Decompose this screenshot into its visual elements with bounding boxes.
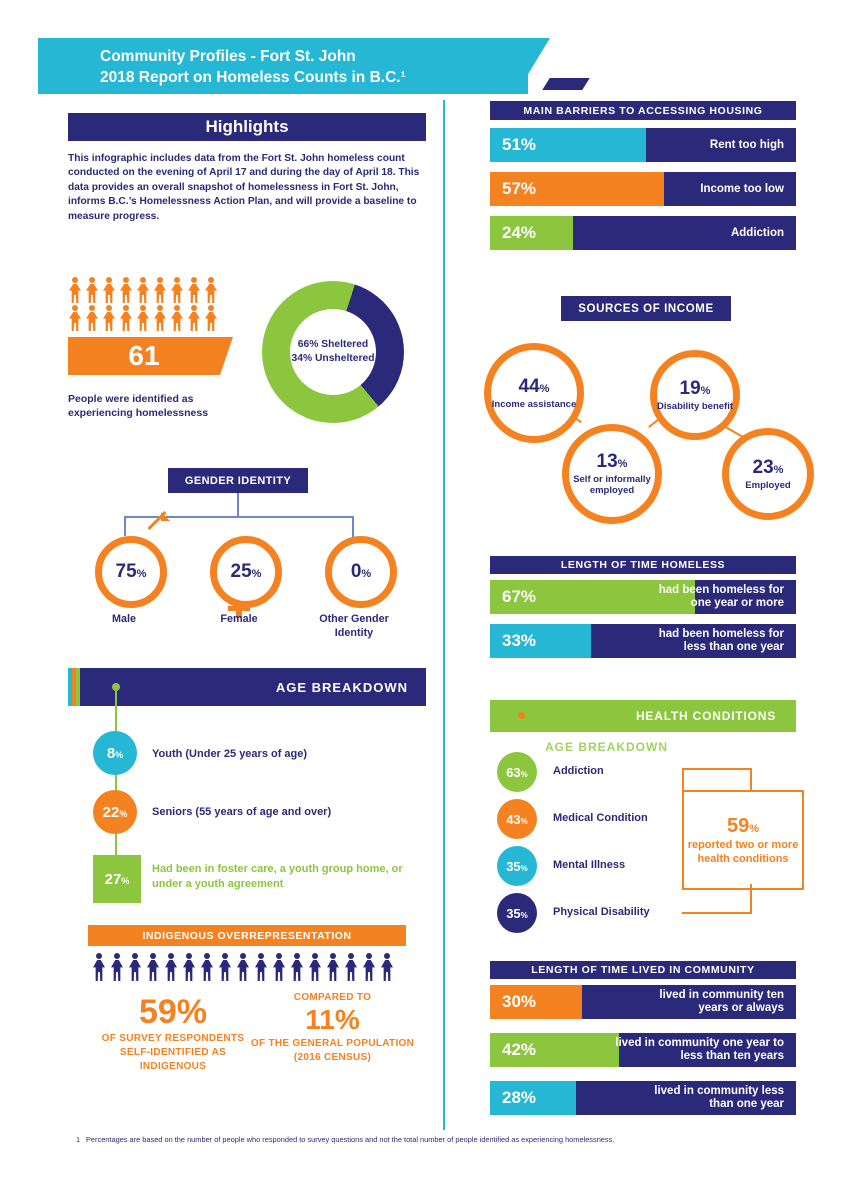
length-homeless-label-2: had been homeless for less than one year (658, 628, 784, 653)
employed-label: Employed (745, 479, 791, 491)
disability-benefit-value: 19% (679, 377, 711, 399)
health-addiction-circle (497, 752, 537, 792)
homeless-count-caption: People were identified as experiencing homelessness (68, 393, 209, 419)
barrier-row-rent (490, 128, 796, 162)
barrier-rent-label: Rent too high (709, 138, 784, 151)
homeless-count-value: 61 (68, 337, 220, 375)
length-community-row-2 (490, 1033, 796, 1067)
disability-benefit-label: Disability benefit (657, 400, 734, 412)
health-callout-lead-top-down (682, 768, 684, 792)
people-icon-row (68, 277, 220, 303)
person-icon (254, 953, 268, 981)
employed-ring (722, 428, 814, 520)
length-community-label-2: lived in community one year to less than ten years (615, 1037, 784, 1062)
age-youth-label: Youth (Under 25 years of age) (152, 748, 308, 760)
gender-female-value: 25% (230, 561, 262, 582)
income-assistance-ring (484, 343, 584, 443)
length-community-value-3: 28% (490, 1081, 576, 1115)
person-icon (344, 953, 358, 981)
footnote (76, 1135, 786, 1145)
health-callout-box (682, 790, 804, 890)
person-icon (110, 953, 124, 981)
income-sources-title: SOURCES OF INCOME (561, 296, 731, 321)
header-accent-slash (542, 78, 589, 90)
person-icon (187, 277, 201, 303)
person-icon (362, 953, 376, 981)
health-mental-value: 35% (506, 858, 528, 874)
age-foster-care-value: 27% (104, 870, 130, 888)
person-icon (170, 305, 184, 331)
health-callout-text: reported two or more health conditions (687, 838, 799, 865)
length-homeless-row-2 (490, 624, 796, 658)
person-icon (92, 953, 106, 981)
footnote-number: 1 (76, 1135, 81, 1144)
age-breakdown-marker-dot (112, 683, 120, 691)
person-icon (236, 953, 250, 981)
person-icon (200, 953, 214, 981)
health-mental-label: Mental Illness (553, 859, 626, 871)
header (38, 38, 558, 94)
length-homeless-title: LENGTH OF TIME HOMELESS (490, 556, 796, 574)
age-seniors-circle (93, 790, 137, 834)
person-icon (308, 953, 322, 981)
person-icon (85, 277, 99, 303)
self-employed-value: 13% (596, 451, 628, 472)
footnote-text: Percentages are based on the number of people who responded to survey questions and not the total number of people identified as experiencing homelessness. (86, 1135, 615, 1144)
length-homeless-label-1: had been homeless for one year or more (658, 584, 784, 609)
income-assistance-value: 44% (518, 375, 550, 397)
health-mental-circle (497, 846, 537, 886)
gender-female-ring (210, 536, 282, 608)
person-icon (272, 953, 286, 981)
length-homeless-value-2: 33% (490, 624, 591, 658)
indigenous-title: INDIGENOUS OVERREPRESENTATION (88, 925, 406, 946)
health-physical-label: Physical Disability (553, 906, 650, 918)
general-population-percent: 11% (305, 1004, 360, 1035)
length-community-label-3: lived in community less than one year (654, 1085, 784, 1110)
unsheltered-label: 34% Unsheltered (291, 353, 375, 364)
barrier-row-income (490, 172, 796, 206)
person-icon (380, 953, 394, 981)
age-breakdown-title: AGE BREAKDOWN (88, 668, 426, 706)
disability-benefit-ring (650, 350, 740, 440)
health-addiction-value: 63% (506, 764, 528, 780)
indigenous-percent-caption: OF SURVEY RESPONDENTS SELF-IDENTIFIED AS INDIGENOUS (101, 1033, 245, 1072)
barrier-addiction-value: 24% (490, 216, 573, 250)
indigenous-compare-label: COMPARED TO (293, 992, 372, 1003)
person-icon (164, 953, 178, 981)
shelter-status-donut-chart (262, 281, 404, 423)
person-icon (153, 305, 167, 331)
person-icon (102, 305, 116, 331)
male-symbol-arrow-head (161, 512, 170, 521)
health-callout-value: 59% (726, 814, 760, 837)
person-icon (153, 277, 167, 303)
barrier-addiction-label: Addiction (730, 226, 784, 239)
person-icon (204, 305, 218, 331)
person-icon (290, 953, 304, 981)
person-icon (146, 953, 160, 981)
age-breakdown-connector-line (115, 691, 117, 871)
highlights-intro: This infographic includes data from the Fort St. John homeless count conducted on the evening of April 17 and during the day of April 18. This data provides an overall snapshot of homelessness in Fort St. John, informs B.C.’s Homelessness Action Plan, and will provide a baseline to measure progress. (68, 153, 420, 222)
health-physical-value: 35% (506, 905, 528, 921)
barriers-title: MAIN BARRIERS TO ACCESSING HOUSING (490, 101, 796, 120)
indigenous-right-stat (250, 992, 415, 1065)
age-youth-value: 8% (106, 744, 124, 762)
donut-center-labels (290, 309, 376, 395)
income-assistance-label: Income assistance (491, 398, 577, 410)
person-icon (136, 277, 150, 303)
people-icon-grid (68, 277, 220, 333)
gender-connector-center (237, 493, 239, 516)
length-community-row-1 (490, 985, 796, 1019)
length-community-value-2: 42% (490, 1033, 619, 1067)
barrier-rent-value: 51% (490, 128, 646, 162)
sheltered-label: 66% Sheltered (297, 339, 369, 350)
header-line-2: 2018 Report on Homeless Counts in B.C.¹ (100, 69, 406, 86)
gender-male-value: 75% (115, 561, 147, 582)
person-icon (182, 953, 196, 981)
indigenous-percent: 59% (138, 993, 208, 1031)
health-medical-value: 43% (506, 811, 528, 827)
health-physical-circle (497, 893, 537, 933)
indigenous-icon-row (92, 953, 404, 981)
barrier-income-value: 57% (490, 172, 664, 206)
gender-male-label: Male (111, 613, 136, 625)
gender-connector-right (352, 516, 354, 538)
person-icon (102, 277, 116, 303)
employed-value: 23% (752, 456, 784, 478)
gender-male-ring (95, 536, 167, 608)
length-community-label-1: lived in community ten years or always (659, 989, 784, 1014)
health-callout-lead-top (682, 768, 752, 770)
length-community-title: LENGTH OF TIME LIVED IN COMMUNITY (490, 961, 796, 979)
health-medical-circle (497, 799, 537, 839)
health-callout-lead-bottom (682, 912, 752, 914)
age-breakdown-stripes (68, 668, 88, 706)
person-icon (85, 305, 99, 331)
gender-other-label: Other Gender Identity (319, 613, 389, 639)
self-employed-ring (562, 424, 662, 524)
age-seniors-label: Seniors (55 years of age and over) (152, 806, 332, 818)
gender-female-label: Female (220, 613, 258, 625)
health-addiction-label: Addiction (553, 765, 604, 777)
page-title (100, 46, 520, 88)
gender-connector-left (124, 516, 126, 536)
health-conditions-title: HEALTH CONDITIONS (490, 700, 796, 732)
person-icon (119, 305, 133, 331)
person-icon (68, 305, 82, 331)
gender-identity-title: GENDER IDENTITY (168, 468, 308, 493)
barrier-row-addiction (490, 216, 796, 250)
person-icon (119, 277, 133, 303)
header-line-1: Community Profiles - Fort St. John (100, 48, 356, 65)
age-foster-care-label: Had been in foster care, a youth group home, or under a youth agreement (152, 863, 403, 890)
column-divider (443, 100, 445, 1130)
age-foster-care-square (93, 855, 141, 903)
age-youth-circle (93, 731, 137, 775)
age-seniors-value: 22% (102, 803, 128, 821)
health-callout-lead-top-right (750, 768, 752, 792)
person-icon (326, 953, 340, 981)
highlights-title: Highlights (68, 113, 426, 141)
person-icon (218, 953, 232, 981)
self-employed-label: Self or informally employed (573, 474, 651, 496)
person-icon (136, 305, 150, 331)
length-community-value-1: 30% (490, 985, 582, 1019)
people-icon-row (68, 305, 220, 331)
person-icon (204, 277, 218, 303)
barrier-income-label: Income too low (700, 182, 784, 195)
health-conditions-marker-dot (518, 712, 525, 719)
gender-other-value: 0% (350, 561, 372, 582)
person-icon (170, 277, 184, 303)
health-medical-label: Medical Condition (553, 812, 648, 824)
length-homeless-value-1: 67% (490, 580, 695, 614)
female-symbol-cross (228, 606, 250, 611)
general-population-caption: OF THE GENERAL POPULATION (2016 CENSUS) (250, 1038, 415, 1063)
length-homeless-row-1 (490, 580, 796, 614)
person-icon (128, 953, 142, 981)
length-community-row-3 (490, 1081, 796, 1115)
person-icon (68, 277, 82, 303)
person-icon (187, 305, 201, 331)
health-conditions-ghost-title: AGE BREAKDOWN (545, 740, 668, 754)
gender-other-ring (325, 536, 397, 608)
indigenous-left-stat (88, 992, 258, 1074)
